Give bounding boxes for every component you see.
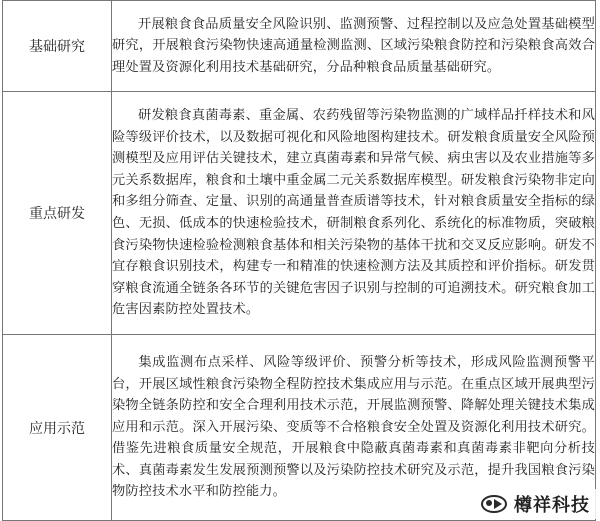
category-cell: 基础研究 bbox=[3, 1, 112, 92]
research-table bbox=[2, 0, 596, 521]
content-text: 开展粮食食品质量安全风险识别、监测预警、过程控制以及应急处置基础模型研究，开展粮食污染物快速高通量检测监测、区域污染粮食防控和污染粮食高效合理处置及资源化利用技术基础研究，分品种粮食品质量基础研究。 bbox=[112, 16, 595, 75]
category-cell: 重点研发 bbox=[3, 92, 112, 335]
table-row bbox=[3, 92, 596, 335]
watermark-text: 樽祥科技 bbox=[514, 495, 590, 516]
content-cell bbox=[112, 1, 596, 92]
watermark-logo bbox=[476, 489, 596, 519]
company-logo-icon bbox=[480, 493, 508, 515]
content-text: 研发粮食真菌毒素、重金属、农药残留等污染物监测的广域样品扦样技术和风险等级评价技术，以及数据可视化和风险地图构建技术。研发粮食质量安全风险预测模型及应用评估关键技术，建立真菌毒素和异常气候、病虫害以及农业措施等多元关系数据库，粮食和土壤中重金属二元关系数据库模型。研发粮食污染物非定向和多组分筛查、定量、识别的高通量普查质谱等技术，针对粮食质量安全指标的绿色、无损、低成本的快速检验技术，研制粮食系列化、系统化的标准物质，突破粮食污染物快速检验检测粮食基体和相关污染物的基体干扰和交叉反应影响。研发不宜存粮食识别技术，构建专一和精准的快速检测方法及其质控和评价指标。研发贯穿粮食流通全链条各环节的关键危害因子识别与控制的可追溯技术。研究粮食加工危害因素防控处置技术。 bbox=[112, 108, 595, 318]
table-row bbox=[3, 1, 596, 92]
content-cell bbox=[112, 92, 596, 335]
category-cell: 应用示范 bbox=[3, 335, 112, 521]
content-text: 集成监测布点采样、风险等级评价、预警分析等技术，形成风险监测预警平台，开展区域性粮食污染物全程防控技术集成应用与示范。在重点区域开展典型污染物全链条防控和安全合理利用技术示范，开展监测预警、降解处理关键技术集成应用和示范。深入开展污染、变质等不合格粮食安全处置及资源化利用技术研究。借鉴先进粮食质量安全规范，开展粮食中隐蔽真菌毒素和真菌毒素非靶向分析技术、真菌毒素发生发展预测预警以及污染防控技术研究及示范，提升我国粮食污染物防控技术水平和防控能力。 bbox=[112, 354, 595, 500]
